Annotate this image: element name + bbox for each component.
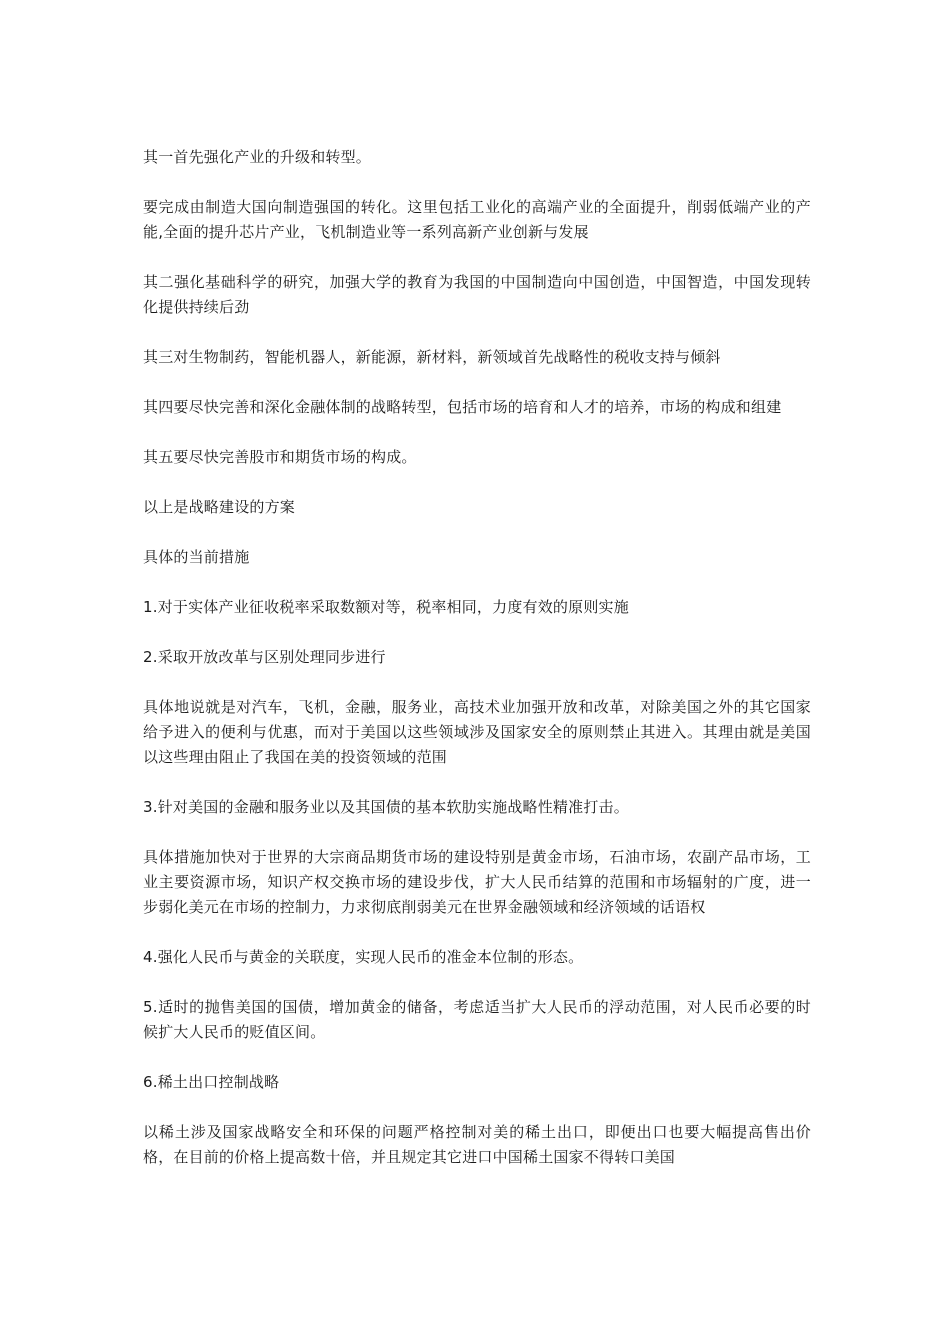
paragraph-strategy-4: 其四要尽快完善和深化金融体制的战略转型，包括市场的培育和人才的培养，市场的构成和组建 xyxy=(143,398,782,416)
section-heading-measures: 具体的当前措施 xyxy=(143,548,250,566)
measure-item-2: 2.采取开放改革与区别处理同步进行 xyxy=(143,648,386,666)
measure-detail-6: 以稀土涉及国家战略安全和环保的问题严格控制对美的稀土出口，即便出口也要大幅提高售出价格，在目前的价格上提高数十倍，并且规定其它进口中国稀土国家不得转口美国 xyxy=(143,1123,811,1166)
paragraph-summary: 以上是战略建设的方案 xyxy=(143,498,296,516)
paragraph-strategy-2: 其二强化基础科学的研究，加强大学的教育为我国的中国制造向中国创造，中国智造，中国发现转化提供持续后劲 xyxy=(143,273,811,316)
measure-item-3: 3.针对美国的金融和服务业以及其国债的基本软肋实施战略性精准打击。 xyxy=(143,798,629,816)
measure-item-4: 4.强化人民币与黄金的关联度，实现人民币的准金本位制的形态。 xyxy=(143,948,584,966)
measure-item-1: 1.对于实体产业征收税率采取数额对等，税率相同，力度有效的原则实施 xyxy=(143,598,629,616)
paragraph-strategy-5: 其五要尽快完善股市和期货市场的构成。 xyxy=(143,448,417,466)
paragraph-strategy-3: 其三对生物制药，智能机器人，新能源，新材料，新领域首先战略性的税收支持与倾斜 xyxy=(143,348,721,366)
measure-item-5: 5.适时的抛售美国的国债，增加黄金的储备，考虑适当扩大人民币的浮动范围，对人民币必要的时候扩大人民币的贬值区间。 xyxy=(143,998,811,1041)
measure-detail-2: 具体地说就是对汽车，飞机，金融，服务业，高技术业加强开放和改革，对除美国之外的其它国家给予进入的便利与优惠，而对于美国以这些领域涉及国家安全的原则禁止其进入。其理由就是美国以这些理由阻止了我国在美的投资领域的范围 xyxy=(143,698,811,766)
paragraph-strategy-1: 其一首先强化产业的升级和转型。 xyxy=(143,148,372,166)
measure-detail-3: 具体措施加快对于世界的大宗商品期货市场的建设特别是黄金市场，石油市场，农副产品市场，工业主要资源市场，知识产权交换市场的建设步伐，扩大人民币结算的范围和市场辐射的广度，进一步弱化美元在市场的控制力，力求彻底削弱美元在世界金融领域和经济领域的话语权 xyxy=(143,848,811,916)
measure-item-6: 6.稀土出口控制战略 xyxy=(143,1073,280,1091)
paragraph-manufacturing: 要完成由制造大国向制造强国的转化。这里包括工业化的高端产业的全面提升，削弱低端产业的产能,全面的提升芯片产业，飞机制造业等一系列高新产业创新与发展 xyxy=(143,198,811,241)
document-body xyxy=(143,145,811,1195)
